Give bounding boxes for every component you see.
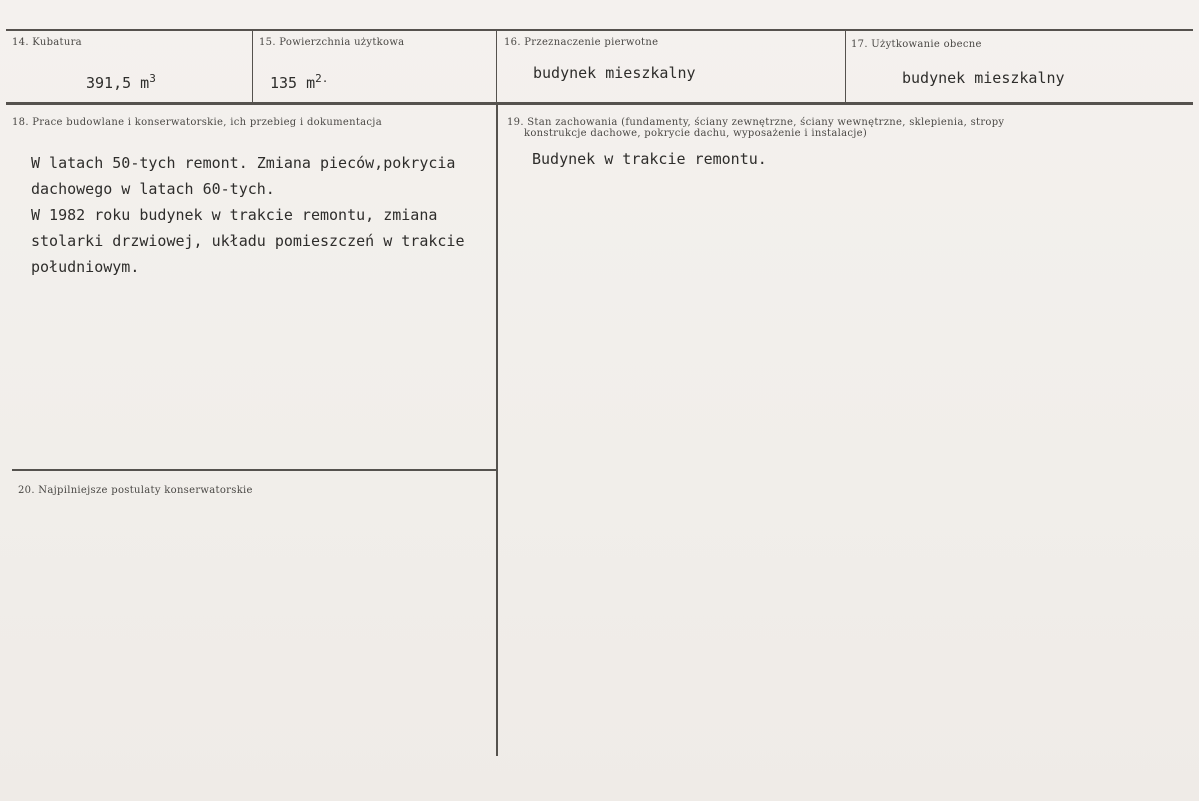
- divider-15-16: [496, 30, 497, 103]
- field-15-label: 15. Powierzchnia użytkowa: [259, 37, 405, 48]
- field-17-value: budynek mieszkalny: [902, 69, 1065, 87]
- field-15-value: [270, 72, 328, 92]
- field-20-label: 20. Najpilniejsze postulaty konserwatorskie: [18, 485, 253, 496]
- header-bottom-rule: [6, 102, 1193, 105]
- field-18-line: W latach 50-tych remont. Zmiana pieców,pokrycia: [31, 154, 456, 172]
- field-16-value: budynek mieszkalny: [533, 64, 696, 82]
- field-14-label: 14. Kubatura: [12, 37, 82, 48]
- field-19-label-line1: 19. Stan zachowania (fundamenty, ściany zewnętrzne, ściany wewnętrzne, sklepienia, stropy: [507, 117, 1005, 128]
- field-14-value: [86, 72, 156, 92]
- field-18-text: [31, 150, 464, 280]
- main-column-divider: [496, 104, 498, 756]
- field-18-line: stolarki drzwiowej, układu pomieszczeń w trakcie: [31, 232, 465, 250]
- field-14-number: 391,5 m: [86, 74, 150, 92]
- field-17-label: 17. Użytkowanie obecne: [851, 39, 982, 50]
- field-18-label: 18. Prace budowlane i konserwatorskie, ich przebieg i dokumentacja: [12, 117, 382, 128]
- field-19-label-line2: konstrukcje dachowe, pokrycie dachu, wyposażenie i instalacje): [524, 128, 868, 139]
- top-rule: [6, 29, 1193, 31]
- field-18-line: południowym.: [31, 258, 140, 276]
- field-18-line: dachowego w latach 60-tych.: [31, 180, 275, 198]
- field-19-value: Budynek w trakcie remontu.: [532, 150, 767, 168]
- field-14-unit-superscript: 3: [149, 72, 156, 85]
- section-20-top-rule: [12, 469, 496, 471]
- field-15-number: 135 m: [270, 74, 316, 92]
- field-19-label: [507, 117, 1067, 139]
- field-15-unit-superscript: 2.: [315, 72, 329, 85]
- divider-14-15: [252, 30, 253, 103]
- field-16-label: 16. Przeznaczenie pierwotne: [504, 37, 659, 48]
- divider-16-17: [845, 30, 846, 103]
- field-18-line: W 1982 roku budynek w trakcie remontu, zmiana: [31, 206, 438, 224]
